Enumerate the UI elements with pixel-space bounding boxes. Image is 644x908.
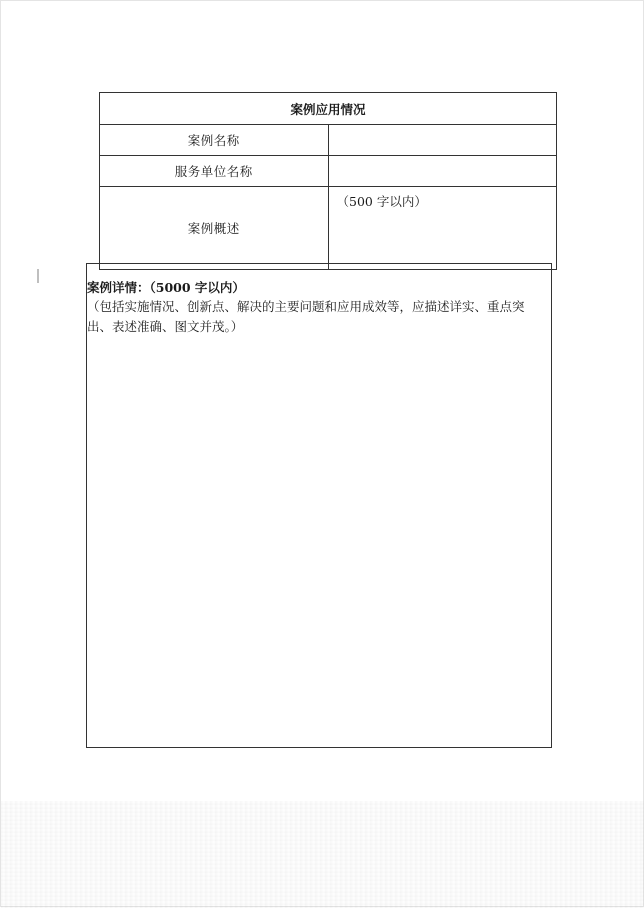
case-summary-label: 案例概述 — [100, 187, 329, 270]
case-name-label: 案例名称 — [100, 125, 329, 156]
case-details-note: （包括实施情况、创新点、解决的主要问题和应用成效等，应描述详实、重点突出、表述准确、图文并茂。） — [87, 299, 525, 334]
case-summary-field[interactable] — [328, 187, 557, 270]
case-application-form — [99, 92, 557, 270]
service-unit-field[interactable] — [328, 156, 557, 187]
case-details-box[interactable] — [86, 263, 552, 748]
scan-noise-band — [1, 801, 644, 908]
scan-margin-mark — [37, 269, 39, 283]
form-title: 案例应用情况 — [100, 93, 557, 125]
case-details-heading: 案例详情：（5000 字以内） — [87, 280, 245, 295]
case-name-field[interactable] — [328, 125, 557, 156]
service-unit-label: 服务单位名称 — [100, 156, 329, 187]
case-summary-hint: （500 字以内） — [336, 194, 427, 209]
